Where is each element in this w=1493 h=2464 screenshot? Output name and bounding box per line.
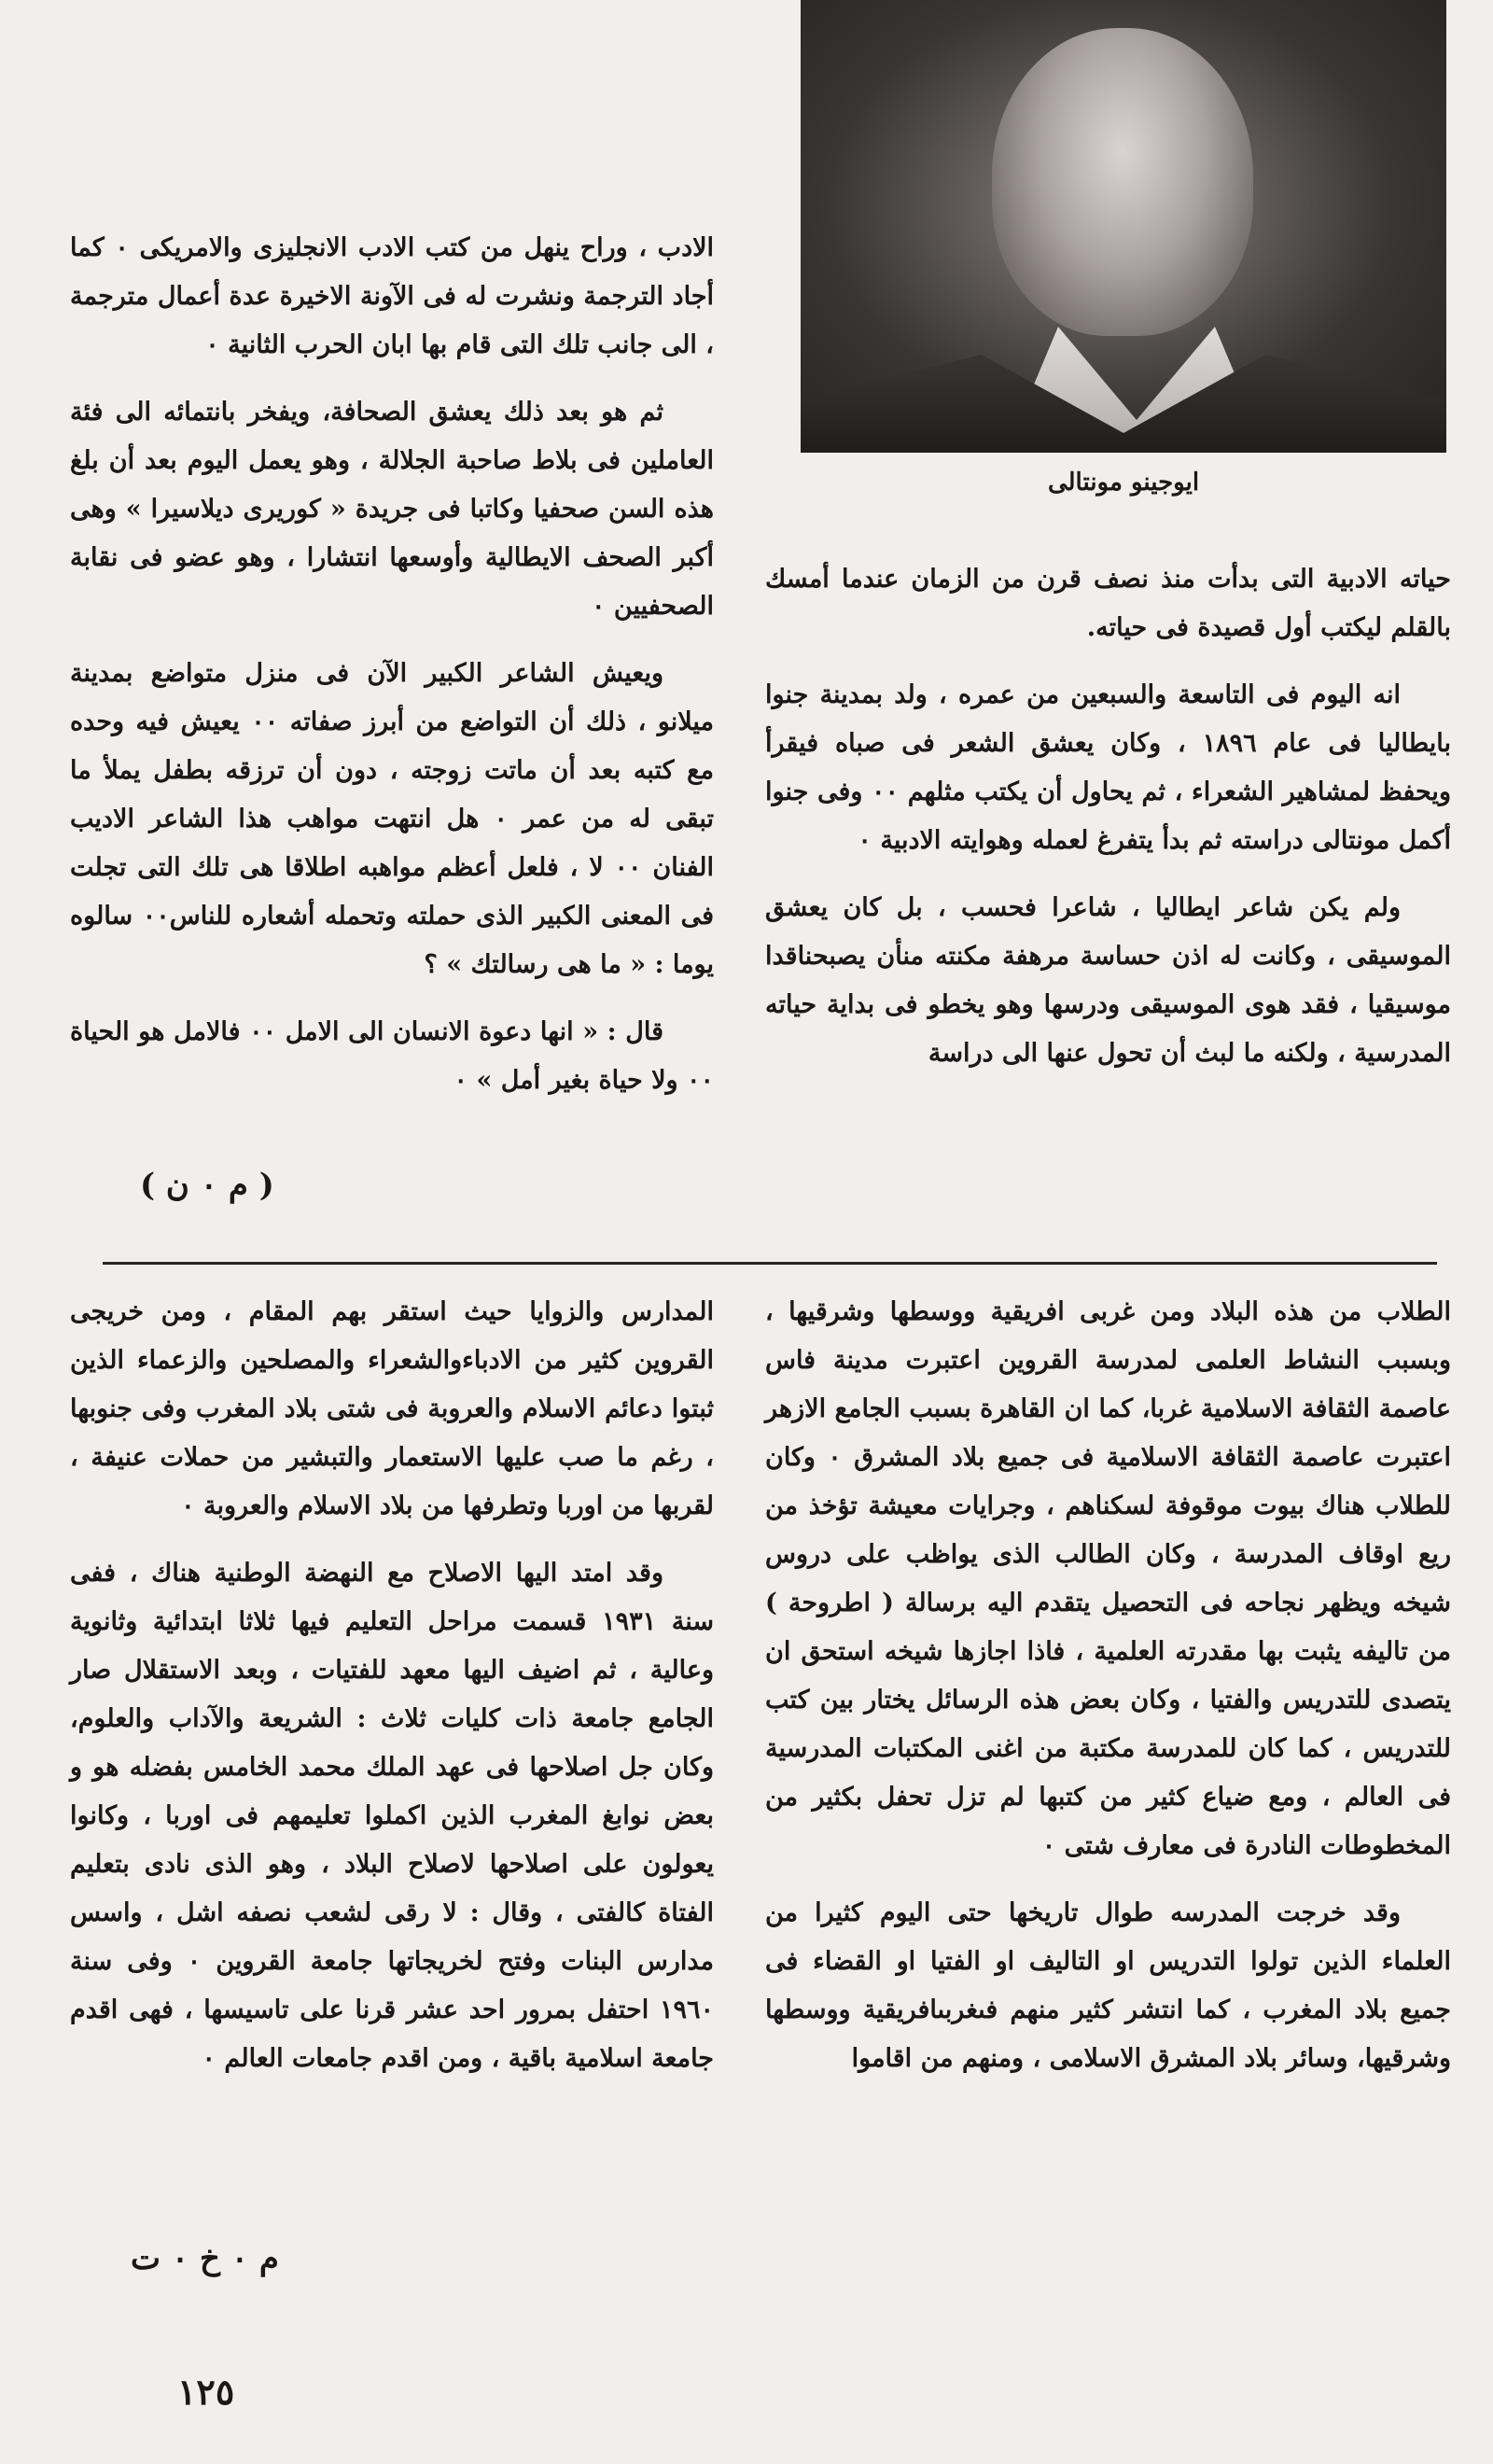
section-divider bbox=[103, 1262, 1437, 1265]
portrait-coat bbox=[801, 355, 1446, 453]
paragraph: حياته الادبية التى بدأت منذ نصف قرن من الزمان عندما أمسك بالقلم ليكتب أول قصيدة فى حياته. bbox=[765, 565, 1451, 642]
bottom-right-column bbox=[765, 1288, 1451, 2102]
paragraph: انه اليوم فى التاسعة والسبعين من عمره ، ولد بمدينة جنوا بايطاليا فى عام ١٨٩٦ ، وكان يعشق الشعر فى صباه فيقرأ ويحفظ لمشاهير الشعراء ، ثم يحاول أن يكتب مثلهم ٠٠ وفى جنوا أكمل مونتالى دراسته ثم بدأ يتفرغ لعمله وهوايته الادبية ٠ bbox=[765, 680, 1451, 855]
top-right-column bbox=[765, 555, 1451, 1097]
photo-caption: ايوجينو مونتالى bbox=[1047, 469, 1200, 497]
portrait-photo bbox=[801, 0, 1446, 453]
paragraph: المدارس والزوايا حيث استقر بهم المقام ، ومن خريجى القروين كثير من الادباءوالشعراء والمصلحين والزعماء الذين ثبتوا دعائم الاسلام والعروبة فى شتى بلاد المغرب وفى جنوبها ، رغم ما صب عليها الاستعمار والتبشير من حملات عنيفة ، لقربها من اوربا وتطرفها من بلاد الاسلام والعروبة ٠ bbox=[70, 1297, 714, 1520]
paragraph: ثم هو بعد ذلك يعشق الصحافة، ويفخر بانتمائه الى فئة العاملين فى بلاط صاحبة الجلالة ، وهو يعمل اليوم بعد أن بلغ هذه السن صحفيا وكاتبا فى جريدة « كوريرى ديلاسيرا » وهى أكبر الصحف الايطالية وأوسعها انتشارا ، وهو عضو فى نقابة الصحفيين ٠ bbox=[70, 398, 714, 621]
bottom-left-column bbox=[70, 1288, 714, 2102]
paragraph: ولم يكن شاعر ايطاليا ، شاعرا فحسب ، بل كان يعشق الموسيقى ، وكانت له اذن حساسة مرهفة مكنته منأن يصبحناقدا موسيقيا ، فقد هوى الموسيقى ودرسها وهو يخطو فى بداية حياته المدرسية ، ولكنه ما لبث أن تحول عنها الى دراسة bbox=[765, 893, 1451, 1068]
paragraph: الطلاب من هذه البلاد ومن غربى افريقية ووسطها وشرقيها ، وبسبب النشاط العلمى لمدرسة القروين اعتبرت مدينة فاس عاصمة الثقافة الاسلامية غربا، كما ان القاهرة بسبب الجامع الازهر اعتبرت عاصمة الثقافة الاسلامية فى جميع بلاد المشرق ٠ وكان للطلاب هناك بيوت موقوفة لسكناهم ، وجرايات معيشة تؤخذ من ريع اوقاف المدرسة ، وكان الطالب الذى يواظب على دروس شيخه ويظهر نجاحه فى التحصيل يتقدم اليه برسالة ( اطروحة ) من تاليفه يثبت بها مقدرته العلمية ، فاذا اجازها شيخه استحق ان يتصدى للتدريس والفتيا ، وكان بعض هذه الرسائل يختار بين كتب للتدريس ، كما كان للمدرسة مكتبة من اغنى المكتبات المدرسية فى العالم ، ومع ضياع كثير من كتبها لم تزل تحفل بكثير من المخطوطات النادرة فى معارف شتى ٠ bbox=[765, 1297, 1451, 1860]
paragraph: الادب ، وراح ينهل من كتب الادب الانجليزى والامريكى ٠ كما أجاد الترجمة ونشرت له فى الآونة الاخيرة عدة أعمال مترجمة ، الى جانب تلك التى قام بها ابان الحرب الثانية ٠ bbox=[70, 233, 715, 359]
paragraph: قال : « انها دعوة الانسان الى الامل ٠٠ فالامل هو الحياة ٠٠ ولا حياة بغير أمل » ٠ bbox=[70, 1017, 714, 1095]
article-signature: ( م ٠ ن ) bbox=[140, 1167, 274, 1204]
paragraph: وقد خرجت المدرسه طوال تاريخها حتى اليوم كثيرا من العلماء الذين تولوا التدريس او التاليف او الفتيا او القضاء فى جميع بلاد المغرب ، كما انتشر كثير منهم فىغربىافريقية ووسطها وشرقيها، وسائر بلاد المشرق الاسلامى ، ومنهم من اقاموا bbox=[765, 1898, 1451, 2073]
portrait-face bbox=[992, 28, 1253, 336]
top-left-column bbox=[70, 224, 714, 1124]
article-signature: م ٠ خ ٠ ت bbox=[131, 2240, 279, 2277]
paragraph: وقد امتد اليها الاصلاح مع النهضة الوطنية هناك ، ففى سنة ١٩٣١ قسمت مراحل التعليم فيها ثلاثا ابتدائية وثانوية وعالية ، ثم اضيف اليها معهد للفتيات ، وبعد الاستقلال صار الجامع جامعة ذات كليات ثلاث : الشريعة والآداب والعلوم، وكان جل اصلاحها فى عهد الملك محمد الخامس بفضله هو و بعض نوابغ المغرب الذين اكملوا تعليمهم فى اوربا ، وكانوا يعولون على اصلاحها لاصلاح البلاد ، وهو الذى نادى بتعليم الفتاة كالفتى ، وقال : لا رقى لشعب نصفه اشل ، واسس مدارس البنات وفتح لخريجاتها جامعة القروين ٠ وفى سنة ١٩٦٠ احتفل بمرور احد عشر قرنا على تاسيسها ، فهى اقدم جامعة اسلامية باقية ، ومن اقدم جامعات العالم ٠ bbox=[70, 1559, 714, 2073]
paragraph: ويعيش الشاعر الكبير الآن فى منزل متواضع بمدينة ميلانو ، ذلك أن التواضع من أبرز صفاته ٠٠ يعيش فيه وحده مع كتبه بعد أن ماتت زوجته ، دون أن ترزقه بطفل يملأ ما تبقى له من عمر ٠ هل انتهت مواهب هذا الشاعر الاديب الفنان ٠٠ لا ، فلعل أعظم مواهبه اطلاقا هى تلك التى تجلت فى المعنى الكبير الذى حملته وتحمله أشعاره للناس٠٠ سالوه يوما : « ما هى رسالتك » ؟ bbox=[70, 659, 714, 979]
page-number: ١٢٥ bbox=[177, 2371, 235, 2413]
